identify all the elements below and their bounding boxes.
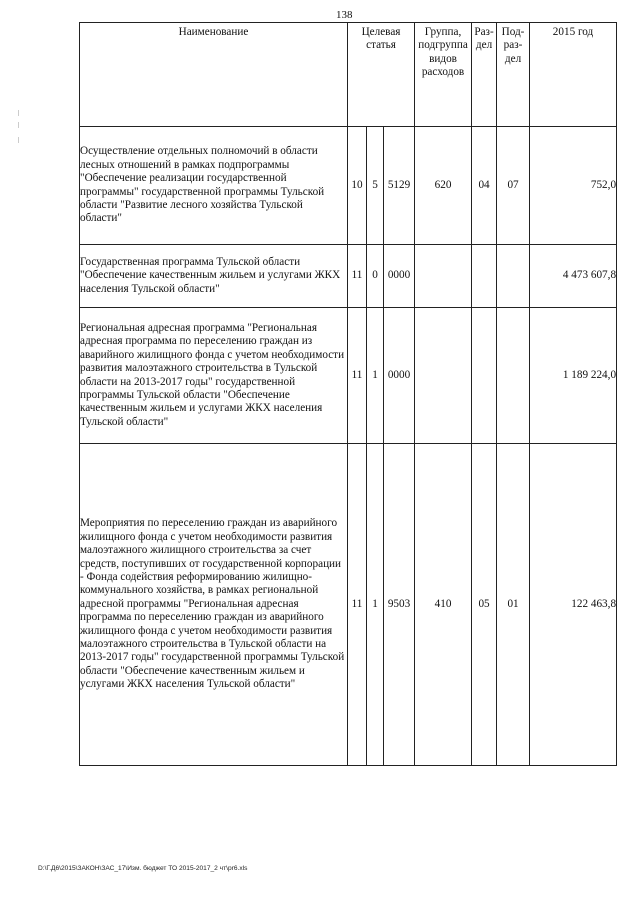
header-group: Группа, подгруппа видов расходов	[415, 23, 472, 127]
row-amount: 122 463,8	[530, 444, 617, 766]
budget-table	[79, 22, 617, 766]
row-section: 04	[472, 127, 497, 245]
footer-file-path: D:\Г.Д6\2015\ЗАКОН\ЗАС_17\Изм. бюджет ТО 2015-2017_2 чт\pr6.xls	[38, 865, 248, 872]
row-amount: 1 189 224,0	[530, 308, 617, 444]
row-name: Государственная программа Тульской области "Обеспечение качественным жильем и услугами ЖКХ населения Тульской области"	[80, 245, 348, 308]
page-number: 138	[336, 9, 353, 21]
row-code-1: 10	[348, 127, 367, 245]
table-row	[80, 308, 617, 444]
row-group: 410	[415, 444, 472, 766]
row-code-2: 0	[367, 245, 384, 308]
row-subsection: 01	[497, 444, 530, 766]
margin-mark	[18, 110, 19, 116]
row-group	[415, 308, 472, 444]
header-name: Наименование	[80, 23, 348, 127]
row-subsection: 07	[497, 127, 530, 245]
header-section: Раз-дел	[472, 23, 497, 127]
margin-mark	[18, 122, 19, 128]
row-name: Региональная адресная программа "Региональная адресная программа по переселению граждан из аварийного жилищного фонда с учетом необходимости развития малоэтажного строительства в Тульской области на 2013-2017 годы" государственной программы Тульской области "Обеспечение качественным жильем и услугами ЖКХ населения Тульской области"	[80, 308, 348, 444]
table-row	[80, 444, 617, 766]
row-code-1: 11	[348, 245, 367, 308]
header-subsection: Под-раз-дел	[497, 23, 530, 127]
header-year: 2015 год	[530, 23, 617, 127]
table-row	[80, 127, 617, 245]
row-subsection	[497, 245, 530, 308]
row-code-1: 11	[348, 308, 367, 444]
row-subsection	[497, 308, 530, 444]
row-code-2: 1	[367, 444, 384, 766]
row-code-3: 9503	[384, 444, 415, 766]
row-code-3: 0000	[384, 308, 415, 444]
row-code-2: 1	[367, 308, 384, 444]
row-code-3: 5129	[384, 127, 415, 245]
row-code-2: 5	[367, 127, 384, 245]
row-name: Мероприятия по переселению граждан из аварийного жилищного фонда с учетом необходимости развития малоэтажного жилищного строительства за счет средств, поступивших от государственной корпорации - Фонда содействия реформированию жилищно-коммунального хозяйства, в рамках региональной адресной программы "Региональная адресная программа по переселению граждан из аварийного жилищного фонда с учетом необходимости развития малоэтажного строительства в Тульской области на 2013-2017 годы" государственной программы Тульской области "Обеспечение качественным жильем и услугами ЖКХ населения Тульской области"	[80, 444, 348, 766]
row-name: Осуществление отдельных полномочий в области лесных отношений в рамках подпрограммы "Обеспечение реализации государственной программы" государственной программы Тульской области "Развитие лесного хозяйства Тульской области"	[80, 127, 348, 245]
row-section: 05	[472, 444, 497, 766]
row-code-3: 0000	[384, 245, 415, 308]
table-header-row	[80, 23, 617, 127]
row-group	[415, 245, 472, 308]
row-code-1: 11	[348, 444, 367, 766]
header-target-article: Целевая статья	[348, 23, 415, 127]
row-amount: 752,0	[530, 127, 617, 245]
table-row	[80, 245, 617, 308]
row-section	[472, 308, 497, 444]
row-group: 620	[415, 127, 472, 245]
row-section	[472, 245, 497, 308]
row-amount: 4 473 607,8	[530, 245, 617, 308]
margin-mark	[18, 137, 19, 143]
